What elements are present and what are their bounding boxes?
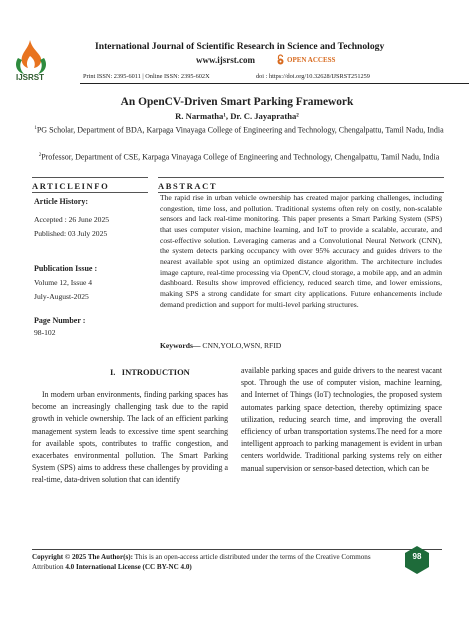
keywords-list: CNN,YOLO,WSN, RFID <box>200 341 282 350</box>
issn-line: Print ISSN: 2395-6011 | Online ISSN: 2395-602X <box>83 73 210 80</box>
keywords-line <box>160 341 442 350</box>
paper-title: An OpenCV-Driven Smart Parking Framework <box>120 96 354 108</box>
introduction-right-column: available parking spaces and guide drivers to the nearest vacant spot. Through the use of computer vision, machine learning, and Internet of Things (IoT) technologies, the proposed system automates parking space detection, thereby optimizing space utilization, reducing search time, and improving the overall efficiency of urban transportation systems.The need for a more intelligent approach to parking management is evident in urban centers worldwide. Traditional parking systems rely on either manual supervision or sensor-based detection, which can be <box>241 366 442 473</box>
doi-link[interactable]: doi : https://doi.org/10.32628/IJSRST251259 <box>256 73 370 80</box>
publication-issue-label: Publication Issue : <box>34 264 98 273</box>
header-divider <box>80 83 469 84</box>
copyright-label: Copyright © 2025 The Author(s): <box>32 553 133 561</box>
page-number-label: Page Number : <box>34 316 86 325</box>
page-number: 98 <box>412 552 422 561</box>
abstract-heading: ABSTRACT <box>158 181 218 191</box>
page-number-badge <box>404 545 430 575</box>
journal-website-link[interactable]: www.ijsrst.com <box>196 55 255 65</box>
affiliation-mark: 2 <box>38 153 42 158</box>
issue-date: July-August-2025 <box>34 292 89 301</box>
published-date: Published: 03 July 2025 <box>34 229 108 238</box>
author-list: R. Narmatha¹, Dr. C. Jayapratha² <box>175 111 299 121</box>
accepted-date: Accepted : 26 June 2025 <box>34 215 110 224</box>
article-info-heading: ARTICLEINFO <box>32 181 110 191</box>
affiliation-text: PG Scholar, Department of BDA, Karpaga Vinayaga College of Engineering and Technology, Chengalpattu, Tamil Nadu, India <box>36 125 444 135</box>
logo-text: IJSRST <box>16 73 45 82</box>
copyright-text: This is an open-access article distributed under the terms of the Creative Commons Attribution <box>32 553 371 571</box>
abstract-rule-top <box>158 177 444 178</box>
volume-issue: Volume 12, Issue 4 <box>34 278 93 287</box>
page-range: 98-102 <box>34 328 56 337</box>
introduction-left-column: In modern urban environments, finding parking spaces has become an increasingly challenging task due to the rapid growth in vehicle ownership. The lack of an efficient parking management system leads to excessive time spent searching for available spots, contributes to traffic congestion, and exacerbates environmental pollution. The Smart Parking System (SPS) aims to address these challenges by providing a real-time, data-driven solution that can identify <box>32 390 228 485</box>
affiliation-text: Professor, Department of CSE, Karpaga Vinayaga College of Engineering and Technology, Chengalpattu, Tamil Nadu, India <box>41 152 440 162</box>
copyright-notice <box>32 553 398 572</box>
open-lock-icon <box>276 54 285 65</box>
footer-divider <box>32 549 442 550</box>
license-name: 4.0 International License (CC BY-NC 4.0) <box>65 562 192 571</box>
article-info-rule-top <box>32 177 148 178</box>
affiliation-1 <box>32 123 446 136</box>
journal-logo <box>10 36 54 90</box>
keywords-label: Keywords— <box>160 341 201 350</box>
affiliation-mark: 1 <box>34 126 37 131</box>
article-info-rule-bottom <box>32 192 148 193</box>
abstract-body: The rapid rise in urban vehicle ownership has created major parking challenges, including congestion, time loss, and pollution. Traditional systems often rely on costly, non-scalable sensors and lack real-time monitoring. This paper presents a Smart Parking System (SPS) that uses computer vision, machine learning, and IoT to provide a scalable, accurate, and cost-effective solution. Leveraging cameras and a Convolutional Neural Network (CNN), the system detects parking occupancy with over 95% accuracy and guides drivers to the nearest available spot using an optimized distance algorithm. The architecture includes image capture, real-time processing via OpenCV, cloud storage, a mobile app, and an admin dashboard. Results show improved efficiency, reduced search time, and lower emissions, making SPS a strong candidate for smart city applications. Future enhancements include demand prediction and support for multi-level parking structures. <box>160 193 442 309</box>
article-history-label: Article History: <box>34 197 88 206</box>
introduction-heading: I. INTRODUCTION <box>110 367 190 377</box>
journal-name: International Journal of Scientific Research in Science and Technology <box>95 41 385 52</box>
open-access-badge <box>276 54 335 65</box>
open-access-label: OPEN ACCESS <box>287 55 336 64</box>
affiliation-2 <box>32 150 446 163</box>
